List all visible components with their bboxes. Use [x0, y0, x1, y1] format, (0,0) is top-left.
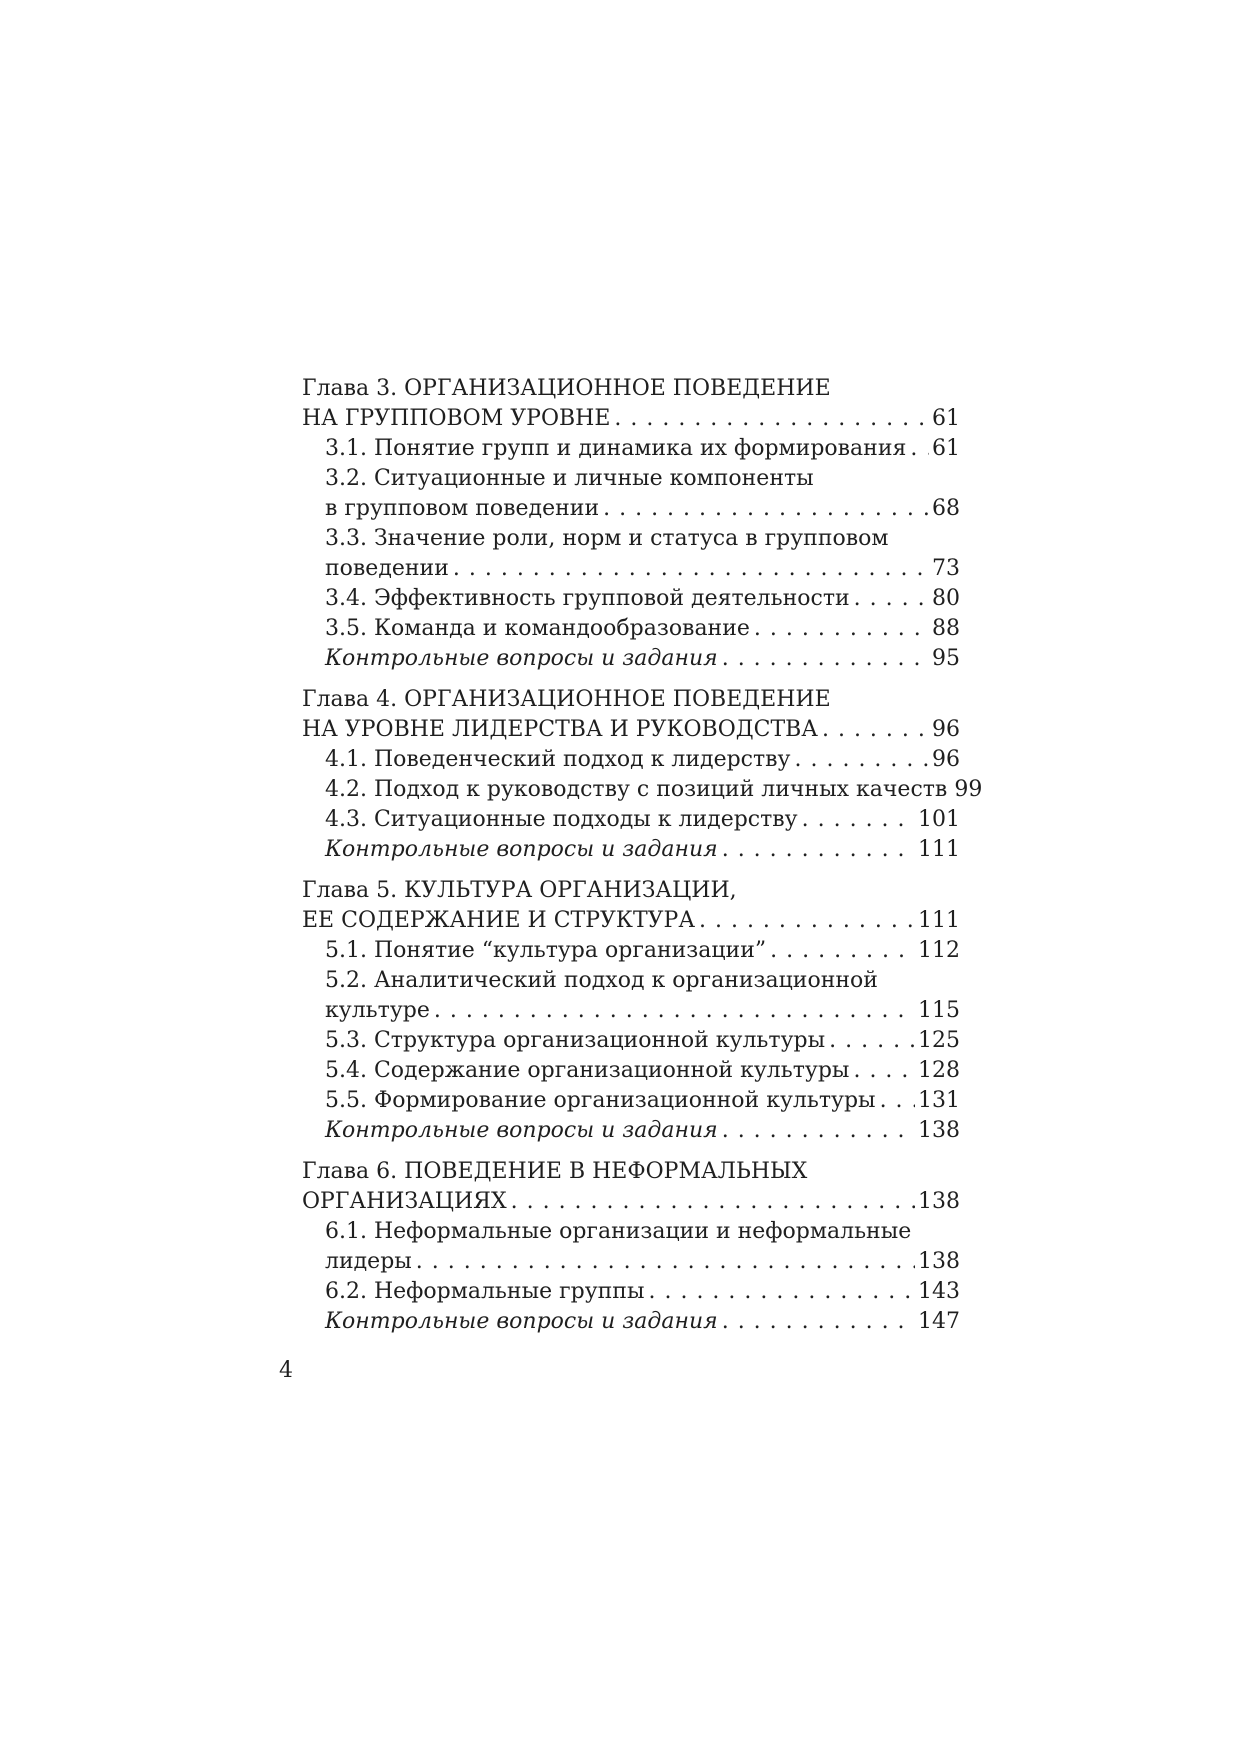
toc-chapter-heading-line — [302, 1187, 960, 1217]
toc-entry-text: лидеры — [325, 1249, 412, 1274]
toc-entry — [302, 1277, 960, 1307]
toc-entry — [302, 464, 960, 494]
toc-entry-text: 3.1. Понятие групп и динамика их формирования — [325, 436, 907, 461]
toc-entry-text: 6.2. Неформальные группы — [325, 1279, 645, 1304]
toc-entry-control-questions — [302, 1307, 960, 1337]
toc-page-number: 61 — [932, 436, 960, 461]
dot-leader — [770, 936, 915, 966]
table-of-contents — [302, 374, 983, 1337]
dot-leader — [722, 644, 929, 674]
toc-entry-text: Контрольные вопросы и задания — [325, 1309, 718, 1334]
toc-entry-text: 4.1. Поведенческий подход к лидерству — [325, 747, 791, 772]
toc-entry — [302, 775, 983, 805]
toc-chapter-6 — [302, 1157, 960, 1337]
dot-leader — [754, 614, 929, 644]
toc-entry — [302, 584, 960, 614]
toc-chapter-heading-line — [302, 404, 960, 434]
toc-chapter-title: Глава 3. ОРГАНИЗАЦИОННОЕ ПОВЕДЕНИЕ — [302, 376, 831, 401]
toc-entry-text: 4.2. Подход к руководству с позиций личных качеств — [325, 777, 948, 802]
toc-entry-text: Контрольные вопросы и задания — [325, 1118, 718, 1143]
toc-chapter-heading-line — [302, 906, 960, 936]
toc-entry — [302, 524, 960, 554]
toc-page-number: 61 — [932, 406, 960, 431]
toc-page-number: 131 — [918, 1088, 960, 1113]
dot-leader — [829, 1026, 915, 1056]
toc-chapter-title: НА УРОВНЕ ЛИДЕРСТВА И РУКОВОДСТВА — [302, 717, 818, 742]
dot-leader — [722, 835, 915, 865]
toc-entry-text: в групповом поведении — [325, 496, 600, 521]
toc-page-number: 138 — [918, 1249, 960, 1274]
toc-page-number: 138 — [918, 1118, 960, 1143]
toc-entry-text: Контрольные вопросы и задания — [325, 837, 718, 862]
dot-leader — [603, 494, 929, 524]
toc-entry — [302, 434, 960, 464]
toc-chapter-title: НА ГРУППОВОМ УРОВНЕ — [302, 406, 611, 431]
toc-entry-text: культуре — [325, 998, 430, 1023]
toc-entry-control-questions — [302, 1116, 960, 1146]
dot-leader — [853, 1056, 915, 1086]
dot-leader — [722, 1116, 915, 1146]
toc-chapter-title: Глава 6. ПОВЕДЕНИЕ В НЕФОРМАЛЬНЫХ — [302, 1159, 808, 1184]
toc-page-number: 68 — [932, 496, 960, 521]
dot-leader — [614, 404, 929, 434]
toc-entry — [302, 745, 960, 775]
dot-leader — [880, 1086, 915, 1116]
toc-entry — [302, 1056, 960, 1086]
toc-page-number: 95 — [932, 646, 960, 671]
toc-entry-text: 5.5. Формирование организационной культуры — [325, 1088, 876, 1113]
toc-entry — [302, 1026, 960, 1056]
toc-entry-text: поведении — [325, 556, 449, 581]
toc-chapter-heading-line — [302, 876, 960, 906]
toc-entry-text: 3.2. Ситуационные и личные компоненты — [325, 466, 814, 491]
toc-page-number: 96 — [932, 747, 960, 772]
dot-leader — [854, 584, 929, 614]
toc-entry-control-questions — [302, 644, 960, 674]
toc-entry-continuation — [302, 1247, 960, 1277]
dot-leader — [795, 745, 930, 775]
toc-page-number: 111 — [918, 837, 960, 862]
toc-entry-text: 5.3. Структура организационной культуры — [325, 1028, 826, 1053]
dot-leader — [648, 1277, 915, 1307]
toc-page-number: 96 — [932, 717, 960, 742]
folio-page-number: 4 — [279, 1358, 293, 1383]
toc-entry — [302, 805, 960, 835]
toc-page-number: 88 — [932, 616, 960, 641]
toc-page-number: 147 — [918, 1309, 960, 1334]
toc-page-number: 128 — [918, 1058, 960, 1083]
toc-entry-text: 5.1. Понятие “культура организации” — [325, 938, 767, 963]
toc-page-number: 143 — [918, 1279, 960, 1304]
toc-entry — [302, 966, 960, 996]
toc-page-number: 112 — [918, 938, 960, 963]
dot-leader — [802, 805, 915, 835]
toc-entry-continuation — [302, 494, 960, 524]
toc-entry-text: 5.4. Содержание организационной культуры — [325, 1058, 850, 1083]
toc-chapter-5 — [302, 876, 960, 1146]
toc-entry-continuation — [302, 554, 960, 584]
toc-entry — [302, 1217, 960, 1247]
toc-chapter-heading-line — [302, 1157, 960, 1187]
toc-page-number: 111 — [918, 908, 960, 933]
toc-page-number: 101 — [918, 807, 960, 832]
dot-leader — [434, 996, 915, 1026]
toc-entry-text: 3.3. Значение роли, норм и статуса в групповом — [325, 526, 889, 551]
toc-entry — [302, 1086, 960, 1116]
toc-chapter-4 — [302, 685, 983, 865]
dot-leader — [699, 906, 915, 936]
toc-entry-text: 6.1. Неформальные организации и неформальные — [325, 1219, 912, 1244]
toc-entry-text: Контрольные вопросы и задания — [325, 646, 718, 671]
toc-chapter-heading-line — [302, 685, 960, 715]
toc-page-number: 80 — [932, 586, 960, 611]
toc-chapter-title: ЕЕ СОДЕРЖАНИЕ И СТРУКТУРА — [302, 908, 695, 933]
toc-entry-text: 4.3. Ситуационные подходы к лидерству — [325, 807, 798, 832]
toc-entry-text: 5.2. Аналитический подход к организационной — [325, 968, 878, 993]
dot-leader — [822, 715, 929, 745]
toc-chapter-heading-line — [302, 374, 960, 404]
toc-page-number: 73 — [932, 556, 960, 581]
toc-entry-continuation — [302, 996, 960, 1026]
toc-page-number: 115 — [918, 998, 960, 1023]
toc-chapter-3 — [302, 374, 960, 674]
toc-entry-text: 3.5. Команда и командообразование — [325, 616, 750, 641]
toc-chapter-title: Глава 5. КУЛЬТУРА ОРГАНИЗАЦИИ, — [302, 878, 737, 903]
toc-page-number: 138 — [918, 1189, 960, 1214]
toc-page-number: 99 — [954, 777, 983, 802]
toc-entry-text: 3.4. Эффективность групповой деятельности — [325, 586, 850, 611]
toc-chapter-heading-line — [302, 715, 960, 745]
dot-leader — [416, 1247, 915, 1277]
toc-entry-control-questions — [302, 835, 960, 865]
dot-leader — [511, 1187, 915, 1217]
toc-chapter-title: ОРГАНИЗАЦИЯХ — [302, 1189, 507, 1214]
toc-entry — [302, 936, 960, 966]
dot-leader — [453, 554, 929, 584]
dot-leader — [722, 1307, 915, 1337]
dot-leader — [910, 434, 929, 464]
toc-entry — [302, 614, 960, 644]
toc-chapter-title: Глава 4. ОРГАНИЗАЦИОННОЕ ПОВЕДЕНИЕ — [302, 687, 831, 712]
toc-page-number: 125 — [918, 1028, 960, 1053]
